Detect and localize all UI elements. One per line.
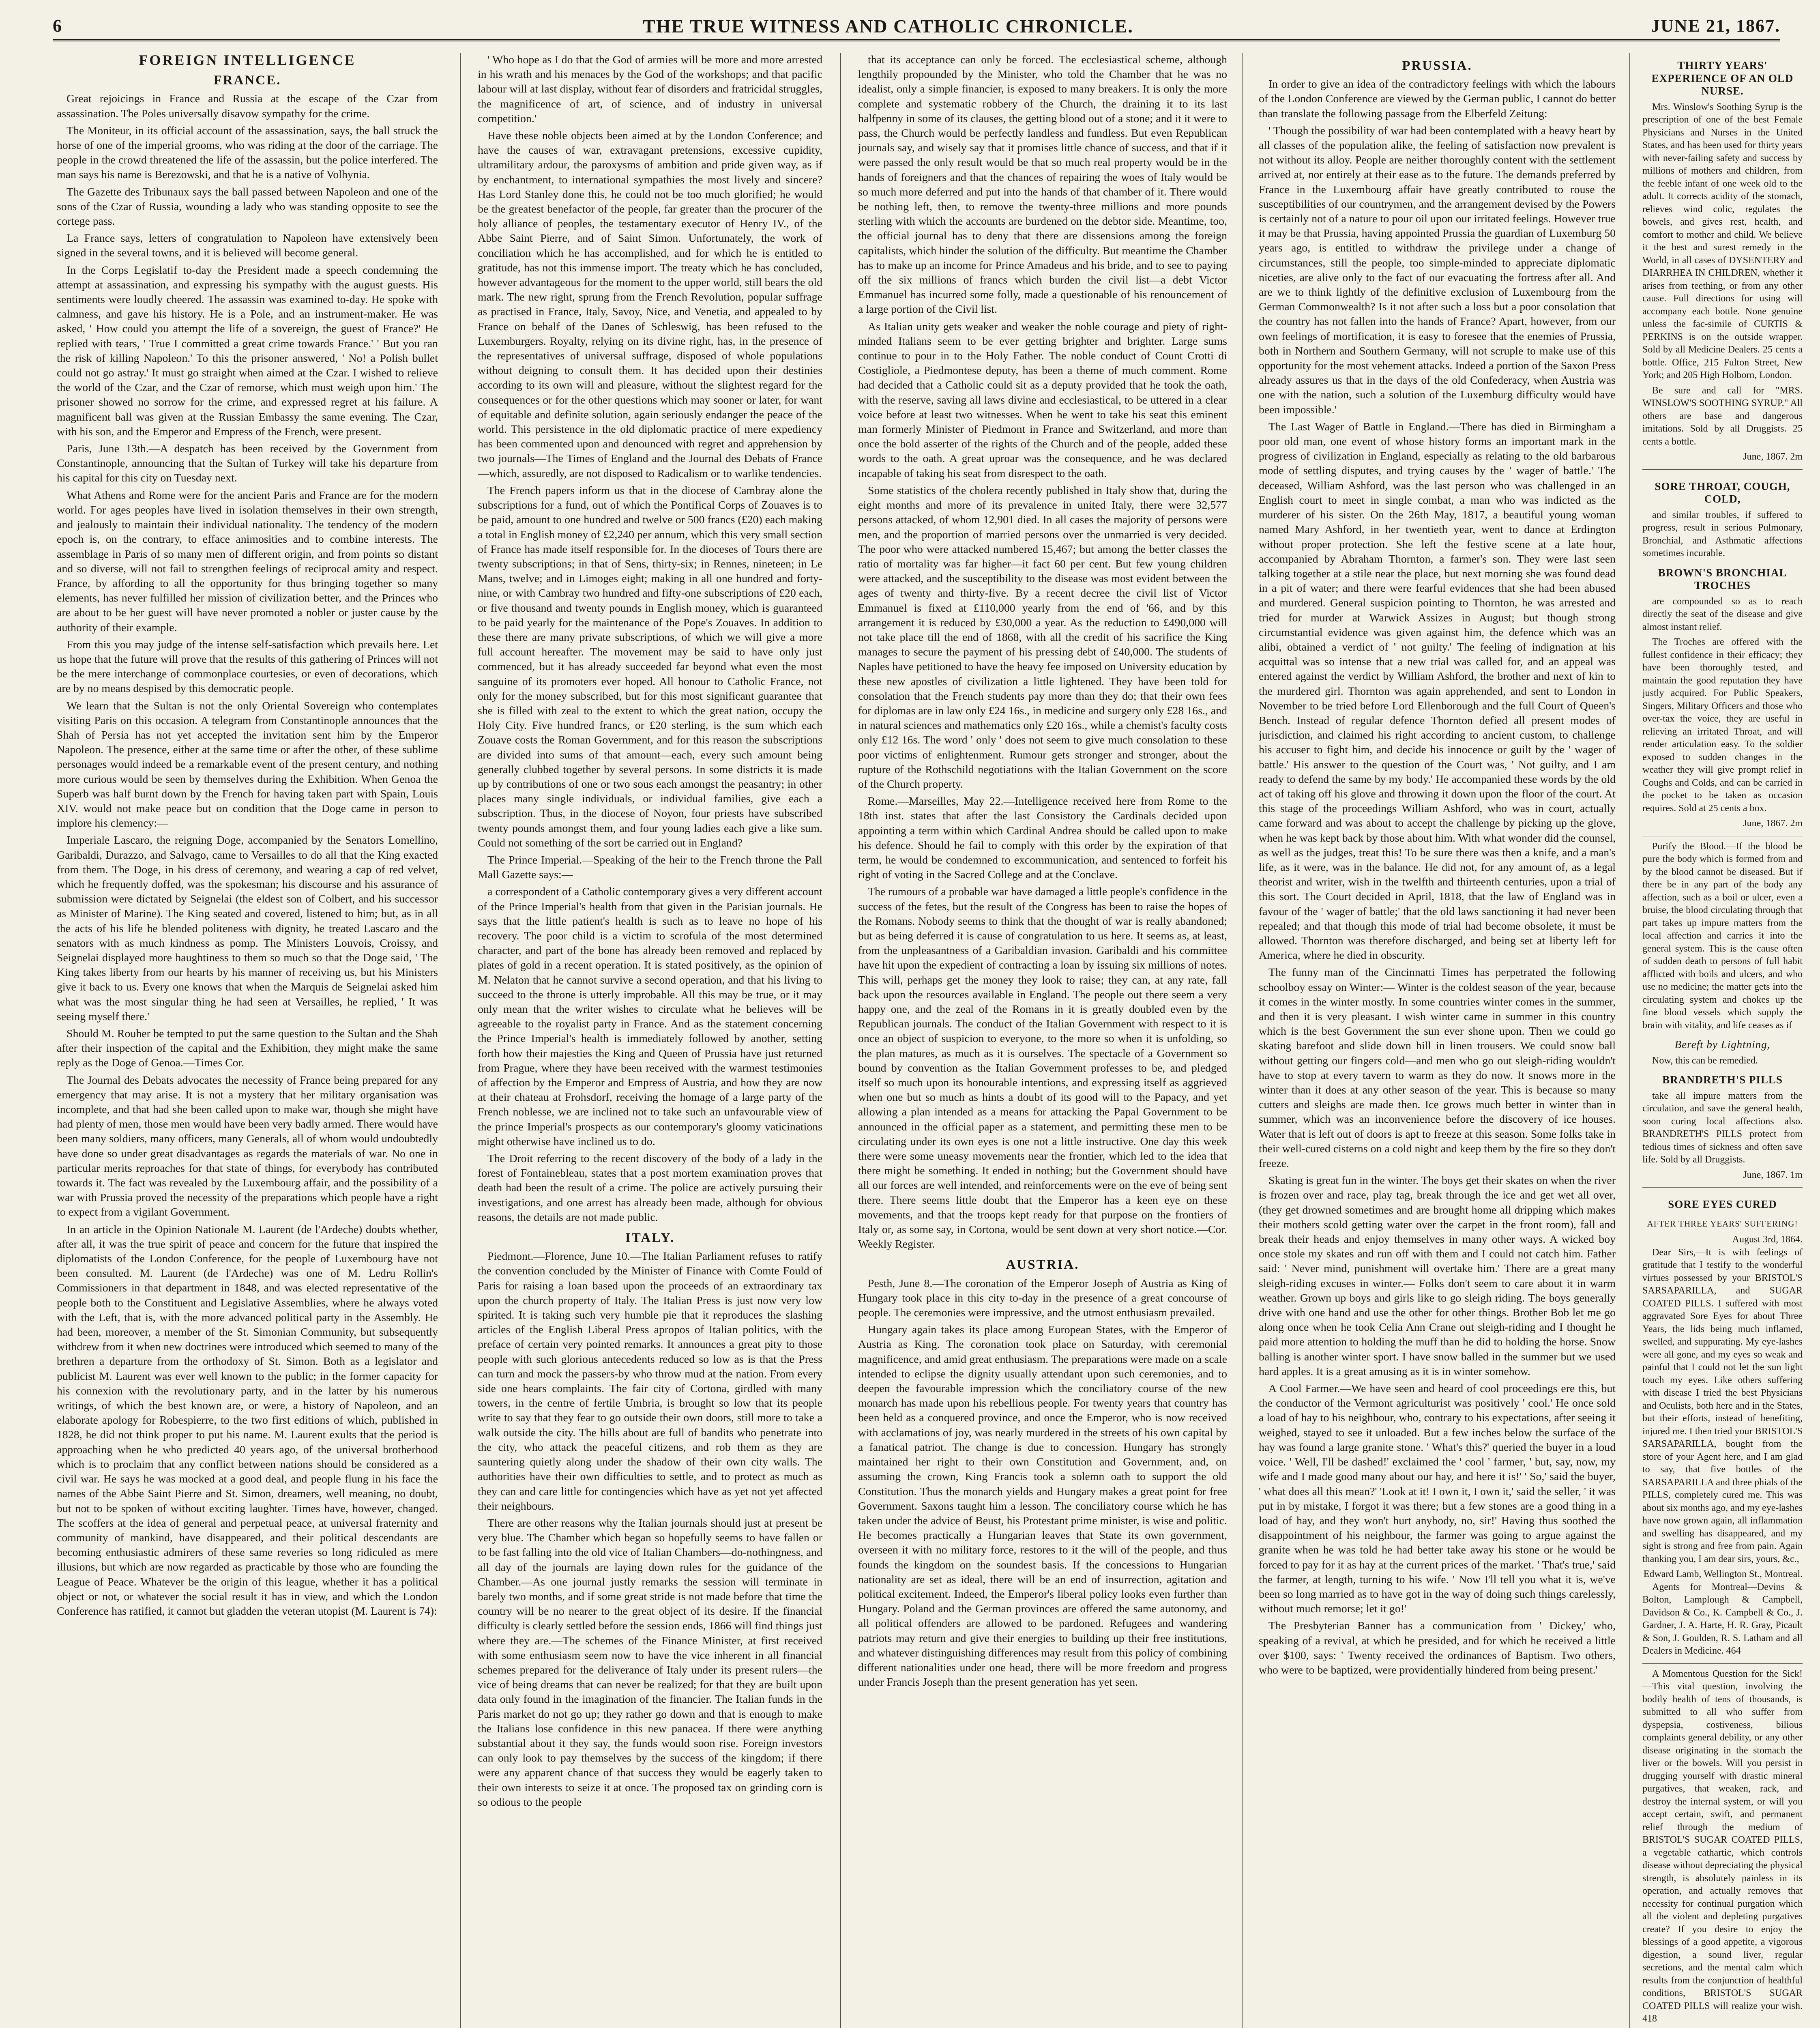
article-paragraph: Paris, June 13th.—A despatch has been received by the Government from Constantinople, announcing that the Sultan of Turkey will take his departure from his capital for this city on Tuesday next. bbox=[57, 443, 438, 485]
article-paragraph: There are other reasons why the Italian journals should just at present be very blue. The Chamber which began so hopefully seems to have fallen or to be fast falling into the old vice of Italian Chambers—do-nothingness, and all day of the journals are laying down rules for the guidance of the Chamber.—As one journal justly remarks the session will terminate in barely two months, and if some great stride is not made before that time the country will be no nearer to the great object of its desire. If the financial difficulty is clearly settled before the session ends, 1866 will find things just where they are.—The schemes of the Finance Minister, at first received with some enthusiasm seem now to have the vice inherent in all financial schemes prepared for the deliverance of Italy under its present rulers—the vice of being dreams that can never be realized; for that they are built upon data only found in the imagination of the financier. The Italian funds in the Paris market do not go up; they rather go down and that is enough to make the Italians lose confidence in this new panacea. If there were anything substantial about it they say, the funds would soon rise. Foreign investors can only look to pay themselves by the success of the kingdom; if there were any apparent chance of that success they would be eagerly taken to their own interests to seize it at once. The proposed tax on grinding corn is so odious to the people bbox=[478, 1517, 822, 1809]
ad-paragraph: Mrs. Winslow's Soothing Syrup is the prescription of one of the best Female Physicians and Nurses in the United States, and has been used for thirty years with never-failing safety and success by millions of mothers and children, from the feeble infant of one week old to the adult. It corrects acidity of the stomach, relieves wind colic, regulates the bowels, and gives rest, health, and comfort to mother and child. We believe it the best and surest remedy in the World, in all cases of DYSENTERY and DIARRHEA IN CHILDREN, whether it arises from teething, or from any other cause. Full directions for using will accompany each bottle. None genuine unless the fac-simile of CURTIS & PERKINS is on the outside wrapper. Sold by all Medicine Dealers. 25 cents a bottle. Office, 215 Fulton Street, New York; and 205 High Holborn, London. bbox=[1642, 101, 1803, 380]
article-paragraph: As Italian unity gets weaker and weaker the noble courage and piety of right-minded Italians seem to be ever getting brighter and brighter. Large sums continue to pour in to the Holy Father. The noble conduct of Count Crotti di Costigliole, a Piedmontese deputy, has been a theme of much comment. Rome had decided that a Catholic could sit as a deputy provided that he took the oath, with the reserve, saving all laws divine and ecclesiastical, to be uttered in a clear voice before at least two witnesses. When he went to take his seat this eminent man formerly Minister of Piedmont in France and Switzerland, and more than once the bold asserter of the rights of the Church and of the people, added these words to the oath. A great uproar was the consequence, and he was declared incapable of taking his seat from disrespect to the oath. bbox=[858, 320, 1227, 480]
column-rule bbox=[1242, 53, 1243, 2028]
article-paragraph: a correspondent of a Catholic contemporary gives a very different account of the Prince Imperial's health from that given in the Parisian journals. He says that the little patient's health is such as to leave no hope of his recovery. The poor child is a victim to scrofula of the most determined character, and part of the bone has already been removed and replaced by plates of gold in a recent operation. It is stated positively, as the opinion of M. Nelaton that he cannot survive a second operation, and that his living to succeed to the throne is utterly improbable. All this may be true, or it may only mean that the writer wishes to circulate what he believes will be agreeable to the royalist party in France. And as the statement concerning the Prince Imperial's health is immediately followed by another, setting forth how their majesties the King and Queen of Prussia have just returned from Prague, where they have been received with the warmest testimonies of affection by the Emperor and Empress of Austria, and how they are now at their chateau at Frohsdorf, receiving the homage of a large party of the French noblesse, we are inclined not to take such an unfavourable view of the prince Imperial's prospects as our contemporary's gloomy vaticinations might otherwise have inclined us to do. bbox=[478, 885, 822, 1148]
article-paragraph: Imperiale Lascaro, the reigning Doge, accompanied by the Senators Lomellino, Garibaldi, Durazzo, and Salvago, came to Versailles to do all that the King exacted from them. The Doge, in his dress of ceremony, and wearing a cap of red velvet, which he frequently doffed, was the spokesman; his discourse and his assurance of submission were dictated by Seignelai (the eldest son of Colbert, and his successor as Minister of Marine). The King seated and covered, listened to him; but, as in all the acts of his life he blended politeness with dignity, he treated Lascaro and the senators with as much kindness as pomp. The Ministers Louvois, Croissy, and Seignelai displayed more haughtiness to them so much so that the Doge said, ' The King takes liberty from our hearts by his manner of receiving us, but his Ministers give it back to us. Every one knows that when the Marquis de Seignelai asked him what was the most singular thing he had seen at Versailles, he replied, ' It was seeing myself there.' bbox=[57, 834, 438, 1023]
ad-paragraph: and similar troubles, if suffered to progress, result in serious Pulmonary, Bronchial, and Asthmatic affections sometimes incurable. bbox=[1642, 509, 1803, 559]
article-paragraph: The Journal des Debats advocates the necessity of France being prepared for any emergency that may arise. It is not a mystery that her military organisation was incomplete, and that had she been called upon to make war, though she might have had plenty of men, those men would have been very badly armed. There would have been many soldiers, many officers, many Generals, all of whom would undoubtedly have done so under great disadvantages as regards the materials of war. No one in particular merits reproaches for that state of things, for everybody has contributed towards it. The fact was revealed by the Luxembourg affair, and the possibility of a war with Prussia proved the necessity of the preparations which people have a right to expect from a vigilant Government. bbox=[57, 1074, 438, 1219]
newspaper-title: THE TRUE WITNESS AND CATHOLIC CHRONICLE. bbox=[643, 16, 1133, 37]
article-paragraph: Pesth, June 8.—The coronation of the Emperor Joseph of Austria as King of Hungary took place in this city to-day in the presence of a great concourse of people. The ceremonies were impressive, and the utmost enthusiasm prevailed. bbox=[858, 1277, 1227, 1319]
page-number: 6 bbox=[53, 16, 62, 36]
column-rule bbox=[1629, 53, 1630, 2028]
ad-italic-line: Bereft by Lightning, bbox=[1674, 1038, 1771, 1051]
column-3 bbox=[858, 53, 1227, 2028]
article-paragraph: In the Corps Legislatif to-day the President made a speech condemning the attempt at assassination, and expressing his sympathy with the august guests. His sentiments were loudly cheered. The assassin was examined to-day. He spoke with calmness, and gave his history. He is a Pole, and an instrument-maker. He was asked, ' How could you attempt the life of a sovereign, the guest of France?' He replied with tears, ' True I committed a great crime towards France.' ' But you ran the risk of killing Napoleon.' To this the prisoner answered, ' No! a Polish bullet could not go astray.' It must go straight when aimed at the Czar. I wished to relieve the world of the Czar, and the Czar of remorse, which must weigh upon him.' The prisoner showed no sorrow for the crime, and expressed regret at his failure. A magnificent ball was given at the Russian Embassy the same evening. The Czar, with his son, and the Emperor and Empress of the French, were present. bbox=[57, 264, 438, 438]
article-paragraph: We learn that the Sultan is not the only Oriental Sovereign who contemplates visiting Paris on this occasion. A telegram from Constantinople announces that the Shah of Persia has not yet accepted the invitation sent him by the Emperor Napoleon. The presence, either at the same time or after the other, of these sublime personages would indeed be a remarkable event of the present century, and nothing more curious would be seen by themselves during the Exhibition. When Genoa the Superb was half burnt down by the French for having taken part with Spain, Louis XIV. would not make peace but on condition that the Doge came in person to implore his clemency:— bbox=[57, 699, 438, 830]
article-paragraph: From this you may judge of the intense self-satisfaction which prevails here. Let us hope that the future will prove that the results of this gathering of Princes will not be the mere interchange of commonplace courtesies, or even of decorations, which are by no means despised by this democratic people. bbox=[57, 638, 438, 695]
article-paragraph: Hungary again takes its place among European States, with the Emperor of Austria as King. The coronation took place on Saturday, with ceremonial magnificence, and amid great enthusiasm. The preparations were made on a scale intended to eclipse the dignity usually attendant upon such ceremonies, and to deepen the favourable impression which the conciliatory course of the new monarch has made upon his rebellious people. For twenty years that country has been held as a conquered province, and once the Emperor, who is now received with acclamations of joy, was nearly murdered in the streets of his own capital by a fanatical patriot. The change is due to concession. Hungary has strongly maintained her right to their own Constitution and Government, and, on assuming the crown, King Francis took a solemn oath to support the old Constitution. Thus the monarch yields and Hungary makes a great point for free Government. Saxons taught him a lesson. The conciliatory course which he has taken under the advice of Beust, his Protestant prime minister, is wise and politic. He becomes practically a Hungarian leaves that State its own government, overseen it with no military force, restores to it the will of the people, and thus founds the kingdom on the soundest basis. If the concessions to Hungarian nationality are set as ideal, there will be an end of insurrection, agitation and political excitement. Indeed, the Emperor's liberal policy looks even further than Hungary. Poland and the German provinces are offered the same autonomy, and all political offenders are allowed to be pardoned. Refugees and wandering patriots may return and give their energies to building up their free institutions, and whatever distinguishing differences may result from this policy of combining different nationalities under one head, there will be more freedom and progress under Francis Joseph than the present generation has yet seen. bbox=[858, 1323, 1227, 1689]
ad-paragraph: The Troches are offered with the fullest confidence in their efficacy; they have been thoroughly tested, and maintain the good reputation they have justly acquired. For Public Speakers, Singers, Military Officers and those who over-tax the voice, they are useful in relieving an irritated Throat, and will render articulation easy. To the soldier exposed to sudden changes in the weather they will give prompt relief in Coughs and Colds, and can be carried in the pocket to be taken as occasion requires. Sold at 25 cents a box. bbox=[1642, 637, 1803, 814]
article-paragraph: The Gazette des Tribunaux says the ball passed between Napoleon and one of the sons of the Czar of Russia, wounding a lady who was standing opposite to see the cortege pass. bbox=[57, 185, 438, 228]
column-1 bbox=[57, 53, 438, 2028]
section-heading-austria: AUSTRIA. bbox=[1006, 1257, 1080, 1272]
issue-date: JUNE 21, 1867. bbox=[1651, 16, 1780, 36]
article-paragraph: Should M. Rouher be tempted to put the same question to the Sultan and the Shah after their inspection of the capital and the Exhibition, they might make the same reply as the Doge of Genoa.—Times Cor. bbox=[57, 1027, 438, 1070]
ad-dateline: June, 1867. 2m bbox=[1743, 818, 1803, 829]
section-heading-france: FRANCE. bbox=[213, 73, 281, 88]
article-paragraph: The Moniteur, in its official account of the assassination, says, the ball struck the horse of one of the imperial grooms, who was riding at the door of the carriage. The people in the crowd threatened the life of the assassin, but the police interfered. The man says his name is Berezowski, and that he is a native of Volhynia. bbox=[57, 124, 438, 181]
article-paragraph: A Cool Farmer.—We have seen and heard of cool proceedings ere this, but the conductor of the Vermont agriculturist was positively ' cool.' He once sold a load of hay to his neighbour, who, contrary to his expectations, after seeing it weighed, stayed to see it unloaded. But a few inches below the surface of the hay was found a large granite stone. ' What's this?' queried the buyer in a loud voice. ' Well, I'll be dashed!' exclaimed the ' cool ' farmer, ' but, say, now, my wife and I made good many about our hay, and here it is!' ' So,' said the buyer, ' what does all this mean?' 'Look at it! I own it, I own it,' said the seller, ' it was put in by mistake, I forgot it was there; but a few stones are a good thing in a load of hay, and they won't hurt anybody, no, sir!' Having thus soothed the disappointment of his neighbour, the farmer was going to argue against the granite when he was told he had better take away his stone or he would be forced to pay for it as hay at the current prices of the market. ' That's true,' said the farmer, at length, turning to his wife. ' Now I'll tell you what it is, we've been so long married as to have got in the way of doing such things carelessly, without much remorse; let it go!' bbox=[1259, 1382, 1616, 1616]
section-heading-italy: ITALY. bbox=[625, 1231, 675, 1246]
article-paragraph: The rumours of a probable war have damaged a little people's confidence in the success of the fetes, but the result of the Congress has been to raise the hopes of the Romans. Nobody seems to think that the thought of war is really abandoned; but as being deferred it is cause of congratulation to us here. It seems as, at least, from the unpleasantness of a Garibaldian invasion. Garibaldi and his committee have hit upon the expedient of contracting a loan by issuing six millions of notes. This will, perhaps get the money they look to raise; they can, at any rate, fall back upon the resources available in England. The people out there seem a very happy one, and the zeal of the Romans in it is greatly doubled even by the Republican journals. The conduct of the Italian Government with respect to it is once an object of suspicion to everyone, to the more so when it is unfolding, so the plan matures, as much as it is ourselves. The spectacle of a Government so bound by convention as the Italian Government professes to be, and pledged itself so much upon its honourable intentions, and expressing itself as aggrieved when one but so much as hints a doubt of its good will to the Papacy, and yet allowing a plan intended as a means for attacking the Papal Government to be announced in the official paper as a statement, and permitting these men to be circulating under its own eyes is one not a little instructive. One day this week there were some uneasy movements near the frontier, which led to the idea that there might be something. It ended in nothing; but the Government should have all our forces are well intended, and reinforcements were on the eve of being sent there. There seems little doubt that the Emperor has a keen eye on these movements, and that the troops kept ready for that purpose on the frontiers of Italy or, as some say, in Cortona, would be sent down at very short notice.—Cor. Weekly Register. bbox=[858, 885, 1227, 1251]
article-paragraph: ' Who hope as I do that the God of armies will be more and more arrested in his wrath and his menaces by the God of the workshops; and that pacific labour will at last display, without fear of disorders and fratricidal struggles, the magnificence of art, of science, and of industry in universal competition.' bbox=[478, 54, 822, 125]
article-paragraph: The Droit referring to the recent discovery of the body of a lady in the forest of Fontainebleau, states that a post mortem examination proves that death had been the result of a crime. The police are actively pursuing their investigations, and one arrest has already been made, although for obvious reasons, the details are not made public. bbox=[478, 1152, 822, 1224]
article-paragraph: The Prince Imperial.—Speaking of the heir to the French throne the Pall Mall Gazette says:— bbox=[478, 853, 822, 881]
article-paragraph: Great rejoicings in France and Russia at the escape of the Czar from assassination. The Poles universally disavow sympathy for the crime. bbox=[57, 92, 438, 120]
ad-dateline: June, 1867. 1m bbox=[1743, 1169, 1803, 1180]
article-paragraph: The Last Wager of Battle in England.—There has died in Birmingham a poor old man, one event of whose history forms an important mark in the progress of civilization in England, especially as relating to the old barbarous mode of settling disputes, and trying causes by the ' wager of battle.' The deceased, William Ashford, was the last person who was challenged in an English court to meet in single combat, a man who was indicted as the murderer of his sister. On the 26th May, 1817, a beautiful young woman named Mary Ashford, in her twentieth year, went to dance at Erdington without proper protection. She left the festive scene at a late hour, accompanied by Abraham Thornton, a farmer's son. They were last seen talking together at a stile near the place, but next morning she was found dead in a pit of water; and there were fearful evidences that she had been abused and murdered. General suspicion pointing to Thornton, he was arrested and tried for murder at Warwick Assizes in August; but though strong circumstantial evidence was given against him, the defence which was an alibi, obtained a verdict of ' not guilty.' The feeling of indignation at his acquittal was so intense that a new trial was called for, and an appeal was entered against the verdict by William Ashford, the brother and next of kin to the murdered girl. Thornton was again apprehended, and sent to London in November to be tried before Lord Ellenborough and the full Court of Queen's Bench. Instead of regular defence Thornton defied all present modes of jurisdiction, and claimed his right according to ancient custom, to challenge his accuser to fight him, and decide his innocence or guilt by the ' wager of battle.' His answer to the question of the Court was, ' Not guilty, and I am ready to defend the same by my body.' He accompanied these words by the old act of taking off his glove and throwing it down upon the floor of the court. At this stage of the proceedings William Ashford, who was in court, actually came forward and was about to accept the challenge by picking up the glove, when he was kept back by those about him. With what wonder did the counsel, as well as the judges, treat this! To be sure there was then a knife, and a man's life, as it were, was in the balance. He did not, for any amount of, as a legal theorist and writer, wish in the twelfth and thirteenth centuries, upon a trial of this sort. The Court decided in April, 1818, that the law of England was in favour of the ' wager of battle;' that the old laws sanctioning it had never been repealed; and that though this mode of trial had become obsolete, it must be allowed. Thornton was therefore discharged, and being set at liberty left for America, where he died in obscurity. bbox=[1259, 420, 1616, 962]
section-heading-prussia: PRUSSIA. bbox=[1402, 58, 1472, 73]
ad-paragraph: Be sure and call for "MRS. WINSLOW'S SOOTHING SYRUP." All others are base and dangerous imitations. Sold by all Druggists. 25 cents a bottle. bbox=[1642, 385, 1803, 447]
article-paragraph: that its acceptance can only be forced. The ecclesiastical scheme, although lengthily propounded by the Minister, who told the Chamber that he was no idealist, only a simple financier, is exposed to many breakers. It is only the more complete and systematic robbery of the Church, the draining it to its last halfpenny in some of its clauses, the getting blood out of a stone; and it it were to pass, the Church would be perfectly landless and fundless. But even Republican journals say, and wisely say that it promises little chance of success, and that if it were passed the only result would be that so much real property would be in the hands of foreigners and that the chances of repairing the woes of Italy would be so much more deferred and put into the hands of that chamber of it. There would be nothing left, then, to remove the twenty-three millions and more pounds sterling with which the accounts are burdened on the debtor side. Meantime, too, the official journal has to deny that there are dissensions among the foreign capitalists, which hinder the solution of the difficulty. But meantime the Chamber has to make up an income for Prince Amadeus and his bride, and to see to paying off the six millions of francs which burden the civil list—a debt Victor Emmanuel has incurred some folly, made a questionable of his renouncement of a large portion of the Civil list. bbox=[858, 54, 1227, 316]
article-paragraph: In an article in the Opinion Nationale M. Laurent (de l'Ardeche) doubts whether, after all, it was the true spirit of peace and concern for the future that inspired the diplomatists of the London Conference, for the people of Luxembourg have not been consulted. M. Laurent (de l'Ardeche) was one of M. Ledru Rollin's Commissioners in that department in 1848, and was elected representative of the people both to the Constituent and Legislative Assemblies, where he always voted with the Left, that is, with the more advanced political party in the Assembly. He had been, moreover, a member of the St. Simonian Community, but subsequently withdrew from it when new doctrines were introduced which seemed to many of the brethren a departure from the orthodoxy of St. Simon. Both as a legislator and publicist M. Laurent was ever well known to the public; in the former capacity for his connexion with the revolutionary party, and in the latter by his numerous writings, of which the best known are, or were, a history of Napoleon, and an elaborate apology for Robespierre, to the two first editions of which, published in 1828, he did not think proper to put his name. M. Laurent exults that the period is approaching when he who predicted 40 years ago, of the universal brotherhood which is to proclaim that any conflict between nations should be considered as a civil war. He says he was mocked at a good deal, and people flung in his face the names of the Abbe Saint Pierre and St. Simon, dreamers, well meaning, no doubt, but not to be spoken of without exciting laughter. Times have, however, changed. The scoffers at the idea of general and perpetual peace, at universal fraternity and community of mankind, have disappeared, and their political descendants are becoming enthusiastic admirers of these same reveries so long ridiculed as mere illusions, but which are now regarded as practicable by those who are founding the League of Peace. Whatever be the origin of this league, whether it has a political object or not, or whatever the social result it has in view, and which the London Conference has ratified, it cannot but gladden the veteran utopist (M. Laurent is 74): bbox=[57, 1223, 438, 1618]
article-paragraph: Skating is great fun in the winter. The boys get their skates on when the river is frozen over and race, play tag, break through the ice and get wet all over, (they get drowned sometimes and are brought home all dripping which makes their mothers scold getting water over the carpet in the front room), fall and break their heads and enjoy themselves in many other ways. A wicked boy once stole my skates and run off with them and I could not catch him. Father said: ' Never mind, punishment will overtake him.' There are a great many sleigh-riding excuses in winter.— Folks don't seem to care about it in warm weather. Grown up boys and girls like to go sleigh riding. The boys generally drive with one hand and use the other for other things. Brother Bob let me go along once when he took Celia Ann Crane out sleigh-riding and I thought he paid more attention to holding the muff than he did to holding the horse. Snow balling is another winter sport. I have snow balled in the summer but we used hard apples. It is a great amusing as it is in winter somehow. bbox=[1259, 1174, 1616, 1378]
article-paragraph: Rome.—Marseilles, May 22.—Intelligence received here from Rome to the 18th inst. states that after the last Consistory the Cardinals decided upon appointing a term within which Cardinal Andrea should be called upon to make his defence. Should he fail to comply with this order by the expiration of that term, he would be condemned to excommunication, and sentenced to forfeit his right of voting in the Sacred College and at the Conclave. bbox=[858, 795, 1227, 881]
article-paragraph: Piedmont.—Florence, June 10.—The Italian Parliament refuses to ratify the convention concluded by the Minister of Finance with Comte Fould of Paris for raising a loan based upon the proceeds of an extraordinary tax upon the church property of Italy. The Italian Press is just now very low spirited. It is taking such very humble pie that it reproduces the slashing articles of the English Liberal Press apropos of Italian politics, with the preface of certain very pointed remarks. It announces a great pity to those people with such glorious antecedents reduced so low as is that the Press can turn and mock the passers-by who throw mud at the nation. From every side one hears complaints. The fair city of Cortona, girdled with many towers, in the centre of fertile Umbria, is brought so low that its people write to say that they fear to go outside their own doors, still more to take a walk outside the city. The hills about are full of bandits who penetrate into the city, who attack the peaceful citizens, and rob them as they are sauntering quietly along under the shadow of their own city walls. The authorities have their own difficulties to settle, and to protect as much as they can and care little for contingencies which have as yet not yet affected their neighbours. bbox=[478, 1250, 822, 1512]
article-paragraph: ' Though the possibility of war had been contemplated with a heavy heart by all classes of the population alike, the feeling of satisfaction now prevalent is not without its alloy. People are neither thoroughly content with the settlement arrived at, nor entirely at their ease as to the future. The demands preferred by France in the Luxembourg affair have greatly contributed to rouse the susceptibilities of our countrymen, and the arrangement devised by the Powers is certainly not of a nature to pour oil upon our irritated feelings. However true it may be that Prussia, having appointed Prussia the guardian of Luxemburg 50 years ago, is entitled to withdraw the privilege under a change of circumstances, still the people, too simple-minded to appreciate diplomatic niceties, are alive only to the fact of our evacuating the fortress after all. And are we to think lightly of the definitive exclusion of Luxembourg from the German Commonwealth? Is it not after such a loss but a poor consolation that the country has not fallen into the hands of France? Apart, however, from our own feelings of mortification, it is easy to foresee that the enemies of Prussia, both in Northern and Southern Germany, will not scruple to make use of this opportunity for the most vehement attacks. Indeed a portion of the Saxon Press already assures us that in the days of the old Confederacy, when Austria was one with the nation, such a solution of the Luxemburg difficulty would have been impossible.' bbox=[1259, 124, 1616, 416]
column-rule bbox=[460, 53, 461, 2028]
article-paragraph: What Athens and Rome were for the ancient Paris and France are for the modern world. For ages peoples have lived in isolation themselves in their own strength, and jealously to maintain their individual nationality. The tendency of the modern epoch is, on the contrary, to efface animosities and to combine interests. The assemblage in Paris of so many men of different origin, and from points so distant and so diverse, will not fail to strengthen feelings of reciprocal amity and respect. France, by affording to all the opportunity for thus bringing together so many elements, has never fulfilled her mission of civilization better, and the Princes who are about to be her guest will have never promoted a nobler or juster cause by the authority of their example. bbox=[57, 489, 438, 634]
ad-dateline: June, 1867. 2m bbox=[1743, 451, 1803, 462]
article-paragraph: Have these noble objects been aimed at by the London Conference; and have the causes of war, extravagant pretensions, excessive cupidity, ultramilitary ardour, the paroxysms of ambition and pride given way, as if by enchantment, to international sympathies the most lively and sincere? Has Lord Stanley done this, he could not be too much glorified; he would be the greatest benefactor of the people, far greater than the procurer of the holy alliance of peoples, the testamentary executor of Henry IV., of the Abbe Saint Pierre, and of Saint Simon. Unfortunately, the work of conciliation which he has accomplished, and for which he is entitled to gratitude, has not this immense import. The treaty which he has concluded, however advantageous for the moment to the upper world, still bears the old mark. The new right, sprung from the French Revolution, popular suffrage as practised in France, Italy, Savoy, Nice, and Venetia, and appealed to by France on behalf of the Danes of Schleswig, has been refused to the Luxemburgers. Royalty, relying on its divine right, has, in the presence of the representatives of universal suffrage, disposed of whole populations without deigning to consult them. It has decided upon their destinies according to its own will and pleasure, without the slightest regard for the consequences or for the other questions which may sooner or later, for want of equitable and definite solution, again seriously endanger the peace of the world. This persistence in the old diplomatic practice of mere expediency has been commented upon and denounced with regret and apprehension by two journals—The Times of England and the Journal des Debats of France—which, assuredly, are not disposed to Radicalism or to warlike tendencies. bbox=[478, 129, 822, 480]
ad-paragraph: Dear Sirs,—It is with feelings of gratitude that I testify to the wonderful virtues possessed by your BRISTOL'S SARSAPARILLA, and SUGAR COATED PILLS. I suffered with most aggravated Sore Eyes for about Three Years, the lids being much inflamed, swelled, and suppurating. My eye-lashes were all gone, and my eyes so weak and painful that I could not let the sun light touch my eyes. Like others suffering with disease I tried the best Physicians and Oculists, both here and in the States, but their efforts, instead of benefiting, injured me. I then tried your BRISTOL'S SARSAPARILLA, bought from the store of your Agent here, and I am glad to say, that five bottles of the SARSAPARILLA and three phials of the PILLS, completely cured me. This was about six months ago, and my eye-lashes have now grown again, all inflammation and swelling has disappeared, and my sight is strong and free from pain. Again thanking you, I am dear sirs, yours, &c., bbox=[1642, 1247, 1803, 1564]
ad-subtitle: AFTER THREE YEARS' SUFFERING! bbox=[1647, 1218, 1798, 1229]
ad-paragraph: Now, this can be remedied. bbox=[1652, 1055, 1758, 1066]
column-rule bbox=[840, 53, 841, 2028]
article-paragraph: The Presbyterian Banner has a communication from ' Dickey,' who, speaking of a revival, at which he presided, and for which he received a little over $100, says: ' Twenty received the ordinances of Baptism. Two others, who were to be baptized, were providentially hindered from being present.' bbox=[1259, 1620, 1616, 1676]
ad-dateline: August 3rd, 1864. bbox=[1732, 1234, 1803, 1245]
advertisement-brandreth-pills bbox=[1642, 836, 1803, 1182]
article-paragraph: Some statistics of the cholera recently published in Italy show that, during the eight months and more of its prevalence in united Italy, there were 32,577 persons attacked, of whom 12,901 died. In all cases the majority of persons were men, and the proportion of married persons over the unmarried is very decided. The poor who were attacked numbered 15,467; but among the better classes the ratio of mortality was far higher—it fact 60 per cent. But few young children were attacked, and the susceptibility to the disease was most evident between the ages of twenty and thirty-five. By a recent decree the civil list of Victor Emmanuel is fixed at £110,000 yearly from the end of '66, and by this arrangement it is reduced by £30,000 a year. As the reduction to £490,000 will not take place till the end of 1868, with all the credit of his sacrifice the King manages to secure the payment of his pressing debt of £40,000. The students of Naples have petitioned to have the heavy fee imposed on University education by these new apostles of civilization a little lightened. They have been told for consolation that the French students pay more than they do; that their own fees for diplomas are in law only £24 16s., in medicine and surgery only £28 16s., and in natural sciences and mathematics only £20 16s., while a chemist's faculty costs only £12 16s. The word ' only ' does not seem to give much consolation to these poor victims of enlightenment. Rumour gets stronger and stronger, about the rupture of the Rothschild negotiations with the Italian Government on the score of the Church property. bbox=[858, 484, 1227, 791]
ad-title: THIRTY YEARS' EXPERIENCE OF AN OLD NURSE. bbox=[1651, 59, 1794, 97]
article-paragraph: The funny man of the Cincinnatti Times has perpetrated the following schoolboy essay on Winter:— Winter is the coldest season of the year, because it comes in the winter mostly. In some countries winter comes in the summer, and then it is very pleasant. I wish winter came in summer in this country which is the best Government the sun ever shone upon. Then we could go skating barefoot and slide down hill in linen trousers. We could snow ball without getting our fingers cold—and men who go out sleigh-riding wouldn't have to stop at every tavern to warm as they do now. It snows more in the winter than it does at any other season of the year. This is because so many cutters and sleighs are made then. Ice grows much better in winter than in summer, which was an inconvenience before the discovery of ice houses. Water that is left out of doors is apt to freeze at this season. Some folks take in their well-cured cisterns on a cold night and keep them by the fire so they don't freeze. bbox=[1259, 966, 1616, 1170]
page-header bbox=[53, 15, 1780, 41]
ad-title: SORE THROAT, COUGH, COLD, bbox=[1655, 480, 1790, 505]
ad-paragraph: take all impure matters from the circulation, and save the general health, soon curing local affections also. BRANDRETH'S PILLS protect from tedious times of sickness and often save life. Sold by all Druggists. bbox=[1642, 1090, 1803, 1165]
article-paragraph: In order to give an idea of the contradictory feelings with which the labours of the London Conference are viewed by the German public, I cannot do better than translate the following passage from the Elberfeld Zeitung: bbox=[1259, 78, 1616, 120]
ad-title: SORE EYES CURED bbox=[1668, 1198, 1777, 1210]
ad-paragraph: Agents for Montreal—Devins & Bolton, Lamplough & Campbell, Davidson & Co., K. Campbell & Co., J. Gardner, J. A. Harte, H. R. Gray, Picault & Son, J. Goulden, R. S. Latham and all Dealers in Medicine. 464 bbox=[1642, 1581, 1803, 1656]
ad-paragraph: A Momentous Question for the Sick!—This vital question, involving the bodily health of tens of thousands, is submitted to all who suffer from dyspepsia, costiveness, bilious complaints general debility, or any other disease originating in the stomach the liver or the bowels. Will you persist in drugging yourself with drastic mineral purgatives, that weaken, rack, and destroy the internal system, or will you accept certain, swift, and permanent relief through the medium of BRISTOL'S SUGAR COATED PILLS, a vegetable cathartic, which controls disease without depreciating the physical strength, is absolutely painless in its operation, and actually removes that necessity for continual purgation which all the violent and depleting purgatives create? If you desire to enjoy the blessings of a good appetite, a vigorous digestion, a sound liver, regular secretions, and the mental calm which results from the conjunction of healthful conditions, BRISTOL'S SUGAR COATED PILLS will realize your wish. 418 bbox=[1642, 1668, 1803, 2024]
article-paragraph: La France says, letters of congratulation to Napoleon have extensively been signed in the several towns, and it is believed will become general. bbox=[57, 232, 438, 260]
ad-signature: Edward Lamb, Wellington St., Montreal. bbox=[1643, 1569, 1803, 1579]
ad-subtitle: BRANDRETH'S PILLS bbox=[1662, 1074, 1783, 1086]
column-4 bbox=[1259, 53, 1616, 2028]
advertisement-sore-eyes bbox=[1642, 1187, 1803, 1658]
column-5-advertisements bbox=[1642, 53, 1803, 2028]
column-2 bbox=[478, 53, 822, 2028]
advertisement-winslow-syrup bbox=[1642, 59, 1803, 464]
section-heading-foreign-intelligence: FOREIGN INTELLIGENCE bbox=[139, 53, 356, 68]
advertisement-bristol-pills bbox=[1642, 1663, 1803, 2028]
ad-subtitle: BROWN'S BRONCHIAL TROCHES bbox=[1658, 566, 1787, 591]
advertisement-brown-troches bbox=[1642, 469, 1803, 830]
article-paragraph: The French papers inform us that in the diocese of Cambray alone the subscriptions for a fund, out of which the Pontifical Corps of Zouaves is to be paid, amount to one hundred and twelve or 500 francs (£20) each making a total in English money of £2,240 per annum, which this very small section of France has made itself responsible for. In the dioceses of Tours there are twenty subscriptions; in that of Sens, thirty-six; in Rennes, nineteen; in Le Mans, twelve; and in Limoges eight; making in all one hundred and forty-nine, or with Cambray two hundred and fifty-one subscriptions of £20 each, or five thousand and twenty pounds in English money, which is guaranteed to be paid yearly for the maintenance of the Pope's Zouaves. In addition to these there are many private subscriptions, of which we will give a more full account hereafter. The movement may be said to have only just commenced, but it has already succeeded far beyond what even the most sanguine of its promoters ever hoped. All honour to Catholic France, not only for the money subscribed, but for this most significant guarantee that she is filled with zeal to the extent to which the great nation, occupy the Holy City. Five hundred francs, or £20 sterling, is the sum which each Zouave costs the Roman Government, and for this reason the subscriptions are divided into sums of that amount—each, every such amount being generally clubbed together by several persons. In some districts it is made up by contributions of one or two sous each amongst the peasantry; in other places many single individuals, or individual families, give each a subscription. Thus, in the diocese of Noyon, four priests have subscribed twenty pounds amongst them, and four young ladies each give a like sum. Could not something of the sort be carried out in England? bbox=[478, 484, 822, 849]
ad-paragraph: are compounded so as to reach directly the seat of the disease and give almost instant relief. bbox=[1642, 596, 1803, 632]
ad-paragraph: Purify the Blood.—If the blood be pure the body which is formed from and by the blood cannot be diseased. But if there be in any part of the body any affection, such as a boil or ulcer, even a bruise, the blood circulating through that part takes up impure matters from the local affection and carries it into the general system. This is the cause often of sudden death to persons of full habit afflicted with boils and ulcers, and who use no medicine; the matter gets into the circulating system and chokes up the fine blood vessels which supply the brain with vitality, and life ceases as if bbox=[1642, 841, 1803, 1031]
